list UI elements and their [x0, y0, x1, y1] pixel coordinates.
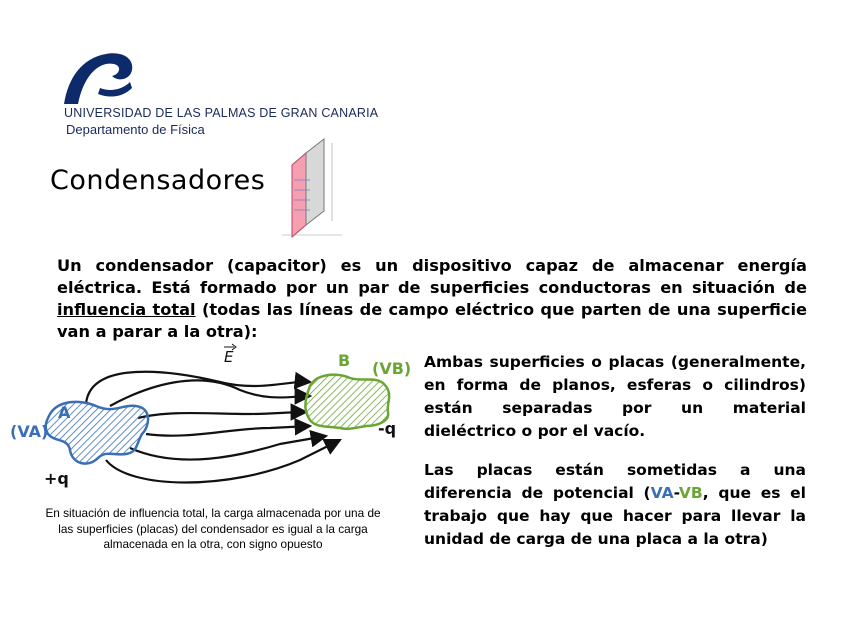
- capacitor-plates-figure: [262, 125, 372, 245]
- conductor-b: [305, 375, 389, 429]
- va-inline: VA: [650, 484, 674, 502]
- vb-inline: VB: [678, 484, 703, 502]
- intro-text-end: (todas las líneas de campo eléctrico que parten de una superficie van a parar a la otra):: [57, 300, 808, 341]
- label-b: B: [338, 351, 351, 370]
- university-name: UNIVERSIDAD DE LAS PALMAS DE GRAN CANARIA: [64, 106, 379, 120]
- charge-positive: +q: [44, 469, 69, 488]
- paragraph-potential: [424, 459, 806, 551]
- charge-negative: -q: [378, 419, 397, 438]
- department-name: Departamento de Física: [66, 122, 205, 137]
- label-a: A: [58, 403, 71, 422]
- diagram-caption: En situación de influencia total, la carga almacenada por una de las superficies (placas) del condensador es igual a la carga almacenada en la otra, con signo opuesto: [45, 506, 381, 551]
- potential-text-end: , que es el trabajo que hay que hacer para llevar la unidad de carga de una placa a la otra): [424, 484, 806, 548]
- university-logo: [60, 48, 140, 106]
- paragraph-plates: Ambas superficies o placas (generalmente, en forma de planos, esferas o cilindros) están separadas por un material dieléctrico o por el vacío.: [424, 353, 806, 440]
- potential-dash: -: [673, 484, 679, 502]
- influencia-total-highlight: influencia total: [57, 300, 196, 319]
- potential-text-start: Las placas están sometidas a una diferencia de potencial (: [424, 461, 806, 502]
- intro-text-start: Un condensador (capacitor) es un dispositivo capaz de almacenar energía eléctrica. Está formado por un par de superficies conductoras en situación de: [57, 256, 807, 297]
- field-lines-diagram: [10, 340, 420, 500]
- intro-paragraph: [57, 255, 807, 343]
- page-title: Condensadores: [50, 165, 266, 196]
- vb-label: (VB): [372, 359, 412, 378]
- field-e-text: E: [224, 348, 234, 366]
- va-label: (VA): [10, 422, 49, 441]
